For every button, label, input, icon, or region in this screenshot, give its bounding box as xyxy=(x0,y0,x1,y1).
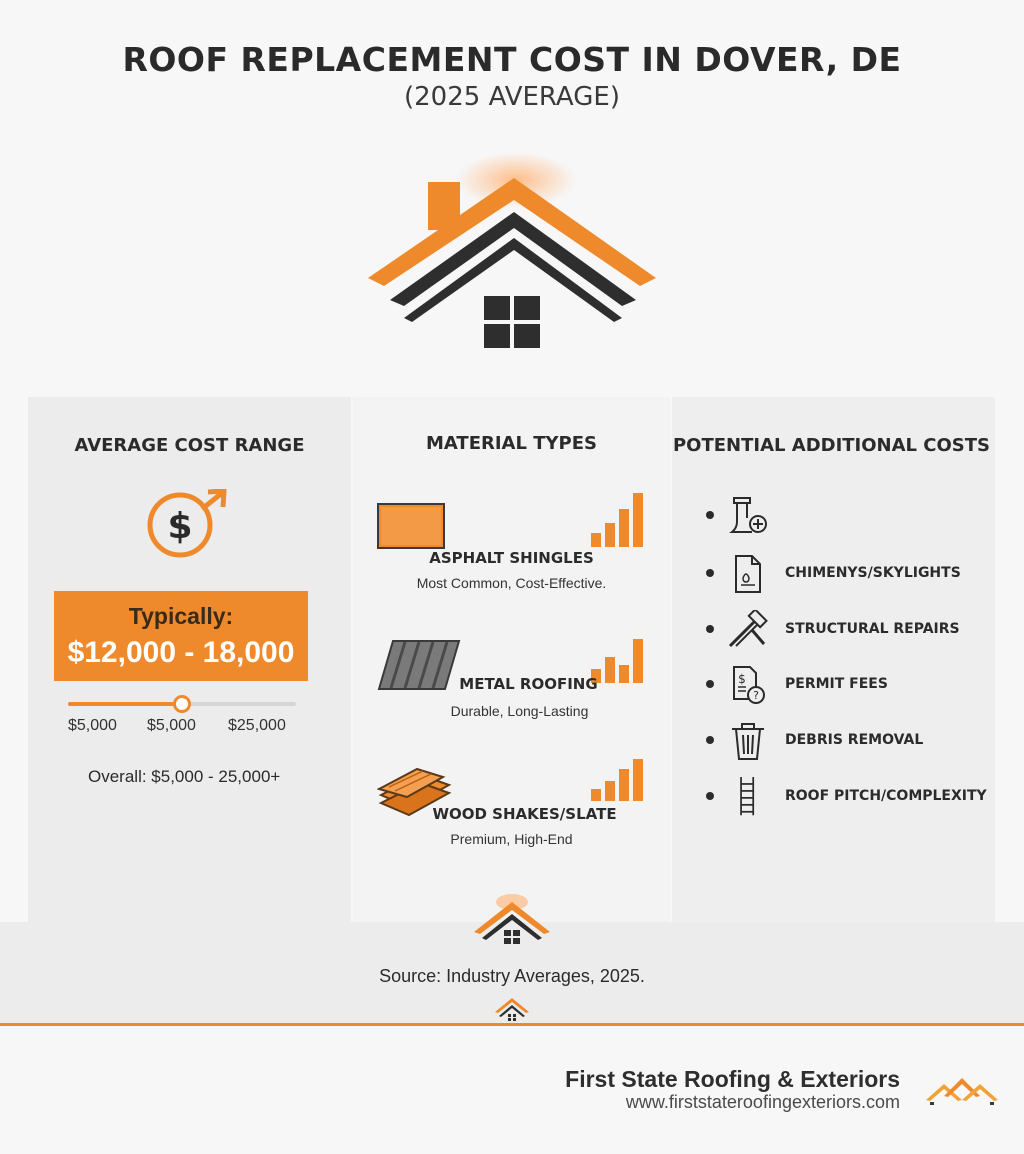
slider-label-mid: $5,000 xyxy=(147,717,196,734)
bullet xyxy=(706,792,714,800)
typical-value: $12,000 - 18,000 xyxy=(67,636,295,669)
cost-slider xyxy=(68,702,296,706)
material-name: METAL ROOFING xyxy=(459,675,598,693)
bullet xyxy=(706,680,714,688)
house-roof-icon xyxy=(360,150,664,360)
cost-item-label: DEBRIS REMOVAL xyxy=(785,732,924,748)
overall-range: Overall: $5,000 - 25,000+ xyxy=(88,767,281,786)
chimney-add-icon xyxy=(728,496,768,536)
svg-text:$: $ xyxy=(167,506,193,547)
small-house-icon xyxy=(494,996,530,1022)
page-subtitle: (2025 AVERAGE) xyxy=(404,82,620,112)
slider-label-min: $5,000 xyxy=(68,717,117,734)
material-item xyxy=(353,759,670,869)
cost-item xyxy=(672,554,995,594)
dollar-growth-icon xyxy=(144,489,230,559)
cost-item xyxy=(672,777,995,817)
svg-text:?: ? xyxy=(753,689,759,702)
typical-range-box xyxy=(54,591,308,681)
material-name: ASPHALT SHINGLES xyxy=(429,549,594,567)
source-note: Source: Industry Averages, 2025. xyxy=(379,966,645,986)
material-types-heading: MATERIAL TYPES xyxy=(425,433,597,454)
ladder-icon xyxy=(728,777,768,817)
bullet xyxy=(706,736,714,744)
house-icon xyxy=(472,892,552,948)
bullet xyxy=(706,511,714,519)
cost-item xyxy=(672,610,995,650)
cost-range-panel xyxy=(28,397,351,922)
typical-label: Typically: xyxy=(128,603,234,629)
cost-range-heading: AVERAGE COST RANGE xyxy=(74,435,305,456)
cost-item xyxy=(672,665,995,705)
slider-label-max: $25,000 xyxy=(228,717,286,734)
document-icon xyxy=(728,554,768,594)
permit-question-icon xyxy=(728,665,768,705)
cost-level-bars-icon xyxy=(591,493,645,547)
cost-item-label: PERMIT FEES xyxy=(785,676,888,692)
material-item xyxy=(353,493,670,603)
bullet xyxy=(706,625,714,633)
cost-item xyxy=(672,496,995,536)
website-link[interactable]: www.firststateroofingexteriors.com xyxy=(625,1092,900,1112)
cost-item-label: CHIMENYS/SKYLIGHTS xyxy=(785,565,961,581)
material-name: WOOD SHAKES/SLATE xyxy=(432,805,617,823)
hammer-tools-icon xyxy=(728,610,768,650)
slider-labels xyxy=(64,717,304,737)
cost-slider-fill xyxy=(68,702,182,706)
material-types-panel xyxy=(353,397,670,922)
additional-costs-heading: POTENTIAL ADDITIONAL COSTS xyxy=(672,435,990,456)
additional-costs-panel xyxy=(672,397,995,922)
cost-item-label: ROOF PITCH/COMPLEXITY xyxy=(785,788,987,804)
page-title: ROOF REPLACEMENT COST IN DOVER, DE xyxy=(122,40,902,79)
svg-text:$: $ xyxy=(738,672,746,686)
bullet xyxy=(706,569,714,577)
cost-item-label: STRUCTURAL REPAIRS xyxy=(785,621,960,637)
brand-name: First State Roofing & Exteriors xyxy=(565,1066,900,1092)
cost-slider-thumb xyxy=(173,695,191,713)
cost-item xyxy=(672,721,995,761)
material-desc: Most Common, Cost-Effective. xyxy=(416,575,607,591)
material-item xyxy=(353,639,670,749)
asphalt-shingle-icon xyxy=(377,503,445,549)
trash-can-icon xyxy=(728,721,768,761)
brand-logo xyxy=(922,1074,1002,1108)
material-desc: Durable, Long-Lasting xyxy=(450,703,589,719)
footer-divider xyxy=(0,1023,1024,1026)
material-desc: Premium, High-End xyxy=(450,831,573,847)
